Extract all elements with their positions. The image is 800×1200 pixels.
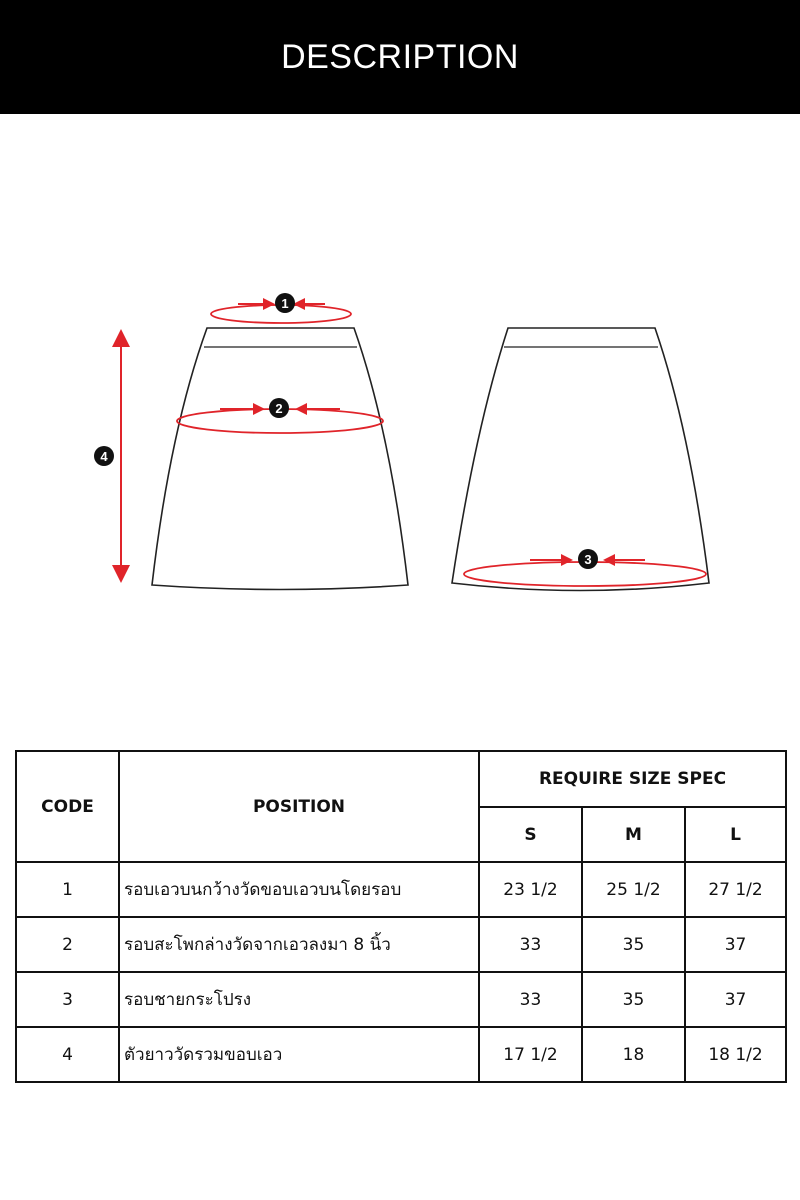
size-spec-table [15, 750, 787, 1083]
header-size-s: S [479, 807, 582, 862]
marker-1: 1 [281, 296, 289, 311]
row-size-s: 33 [479, 972, 582, 1027]
row-size-s: 23 1/2 [479, 862, 582, 917]
row-size-l: 18 1/2 [685, 1027, 786, 1082]
row-position: รอบสะโพกล่างวัดจากเอวลงมา 8 นิ้ว [119, 917, 479, 972]
row-size-l: 27 1/2 [685, 862, 786, 917]
marker-3: 3 [584, 552, 592, 567]
table-row [16, 972, 786, 1027]
row-code: 4 [16, 1027, 119, 1082]
row-size-s: 33 [479, 917, 582, 972]
header-require-size-spec: REQUIRE SIZE SPEC [479, 751, 786, 807]
row-size-m: 18 [582, 1027, 685, 1082]
header-size-m: M [582, 807, 685, 862]
marker-4: 4 [100, 449, 108, 464]
row-code: 1 [16, 862, 119, 917]
header-size-l: L [685, 807, 786, 862]
header-position: POSITION [119, 751, 479, 862]
table-row [16, 862, 786, 917]
table-row [16, 917, 786, 972]
marker-2: 2 [275, 401, 283, 416]
row-size-m: 25 1/2 [582, 862, 685, 917]
row-code: 2 [16, 917, 119, 972]
row-size-m: 35 [582, 972, 685, 1027]
measure-4-length [94, 329, 130, 583]
page-title: DESCRIPTION [281, 37, 519, 76]
skirt-front-illustration [152, 328, 408, 590]
row-size-l: 37 [685, 917, 786, 972]
row-size-s: 17 1/2 [479, 1027, 582, 1082]
row-position: รอบเอวบนกว้างวัดขอบเอวบนโดยรอบ [119, 862, 479, 917]
measure-1-waist [211, 293, 351, 323]
row-size-m: 35 [582, 917, 685, 972]
row-position: รอบชายกระโปรง [119, 972, 479, 1027]
row-position: ตัวยาววัดรวมขอบเอว [119, 1027, 479, 1082]
table-row [16, 1027, 786, 1082]
skirt-back-illustration [452, 328, 709, 591]
row-size-l: 37 [685, 972, 786, 1027]
row-code: 3 [16, 972, 119, 1027]
header-code: CODE [16, 751, 119, 862]
